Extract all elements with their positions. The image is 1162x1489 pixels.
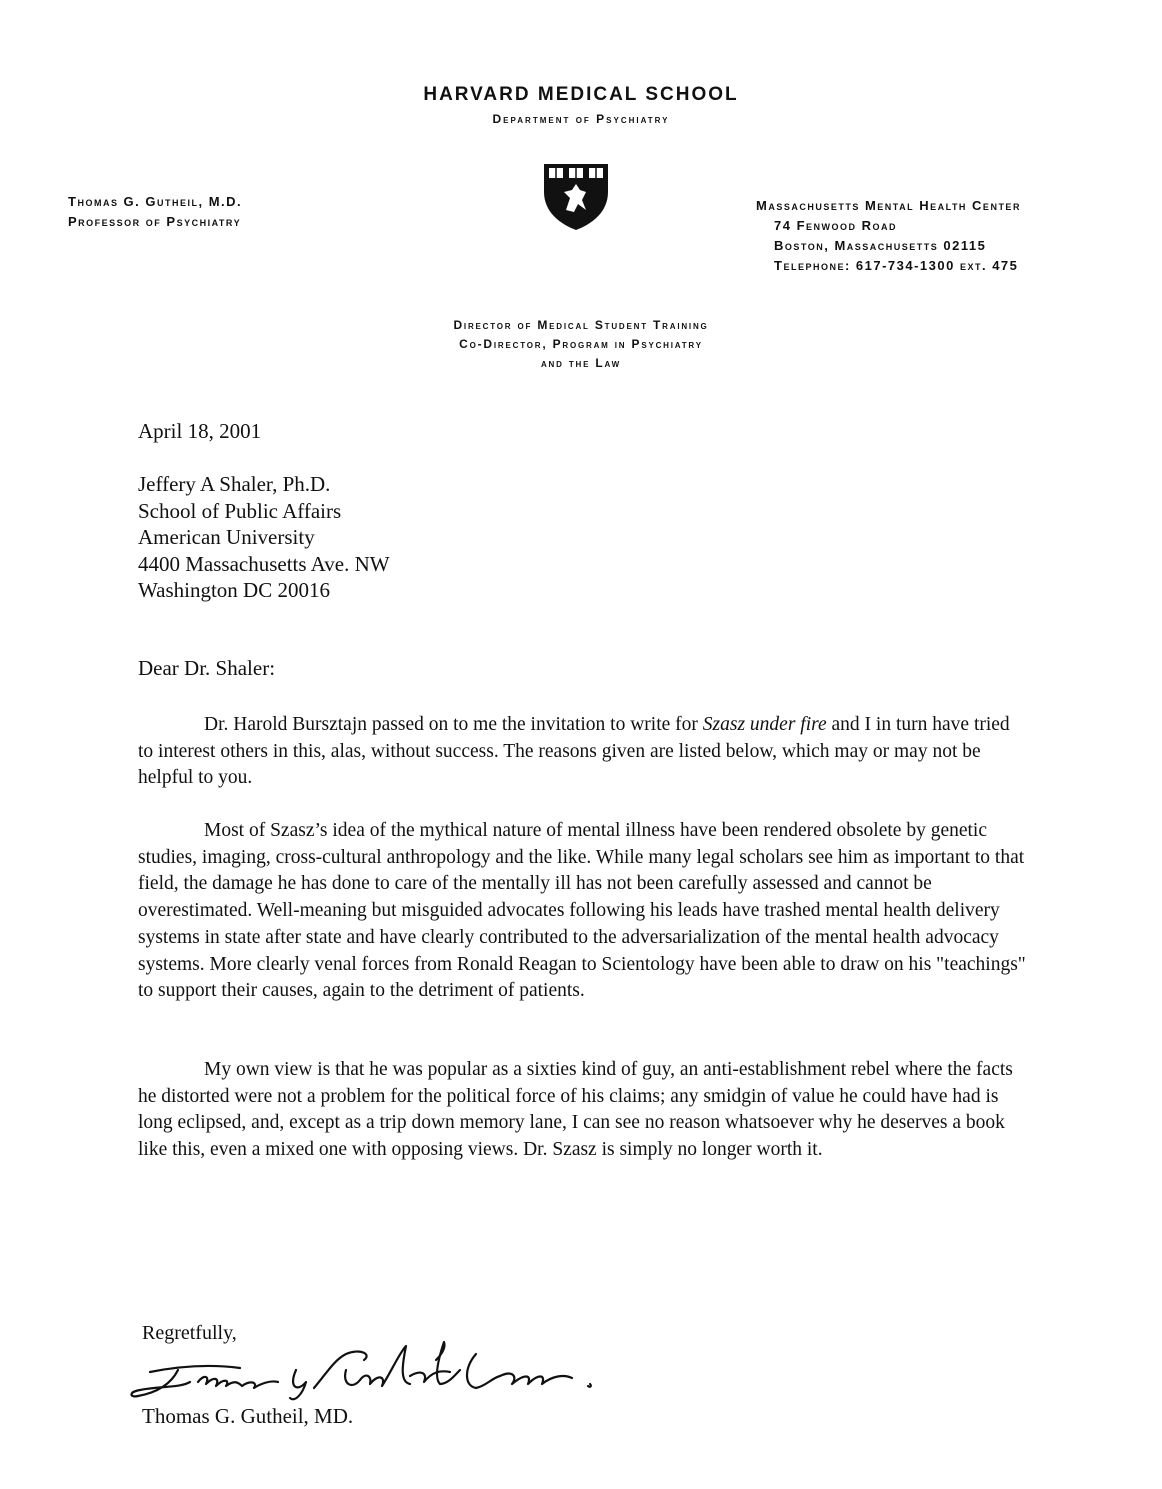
- recipient-address: [138, 471, 390, 604]
- body-paragraph-1: [138, 712, 1028, 792]
- harvard-veritas-crest-icon: [540, 162, 612, 232]
- book-title: Szasz under fire: [702, 714, 827, 735]
- center-address-header: [756, 196, 1021, 276]
- role-line: Co-Director, Program in Psychiatry: [459, 337, 703, 351]
- center-phone: Telephone: 617-734-1300 ext. 475: [774, 258, 1019, 273]
- institution-name: HARVARD MEDICAL SCHOOL: [423, 84, 739, 105]
- paragraph-text: Most of Szasz’s idea of the mythical nature of mental illness have been rendered obsolete by genetic studies, imaging, cross-cultural anthropology and the like. While many legal scholars see him as important to that field, the damage he has done to care of the mentally ill has not been carefully assessed and cannot be overestimated. Well-meaning but misguided advocates following his leads have trashed mental health delivery systems in state after state and have clearly contributed to the adversarialization of the mental health advocacy systems. More clearly venal forces from Ronald Reagan to Scientology have been able to draw on his "teachings" to support their causes, again to the detriment of patients.: [138, 820, 1026, 1002]
- address-line: American University: [138, 525, 315, 549]
- role-line: and the Law: [540, 356, 622, 370]
- handwritten-signature: [120, 1330, 690, 1410]
- letter-date: April 18, 2001: [138, 419, 262, 443]
- role-line: Director of Medical Student Training: [453, 318, 709, 332]
- department-name: Department of Psychiatry: [492, 112, 670, 126]
- address-line: School of Public Affairs: [138, 498, 342, 523]
- center-city: Boston, Massachusetts 02115: [774, 238, 987, 253]
- address-line: 4400 Massachusetts Ave. NW: [138, 551, 390, 576]
- address-line: Jeffery A Shaler, Ph.D.: [138, 472, 331, 496]
- signer-name: Thomas G. Gutheil, MD.: [142, 1404, 354, 1428]
- center-name: Massachusetts Mental Health Center: [756, 198, 1021, 213]
- author-header: [68, 192, 242, 232]
- author-title: Professor of Psychiatry: [68, 214, 242, 229]
- closing: Regretfully,: [142, 1322, 237, 1344]
- author-name: Thomas G. Gutheil, M.D.: [68, 194, 243, 209]
- body-paragraph-2: [138, 818, 1028, 1005]
- paragraph-text: My own view is that he was popular as a sixties kind of guy, an anti-establishment rebel where the facts he distorted were not a problem for the political force of his claims; any smidgin of value he could have had is long eclipsed, and, except as a trip down memory lane, I can see no reason whatsoever why he deserves a book like this, even a mixed one with opposing views. Dr. Szasz is simply no longer worth it.: [138, 1059, 1013, 1161]
- paragraph-text: and I in turn have tried to interest others in this, alas, without success. The reasons given are listed below, which may or may not be helpful to you.: [138, 714, 1010, 789]
- body-paragraph-3: [138, 1057, 1028, 1164]
- address-line: Washington DC 20016: [138, 578, 330, 602]
- author-roles: [0, 316, 1162, 373]
- salutation: Dear Dr. Shaler:: [138, 656, 276, 680]
- paragraph-text: Dr. Harold Bursztajn passed on to me the invitation to write for: [204, 714, 703, 735]
- center-street: 74 Fenwood Road: [774, 218, 898, 233]
